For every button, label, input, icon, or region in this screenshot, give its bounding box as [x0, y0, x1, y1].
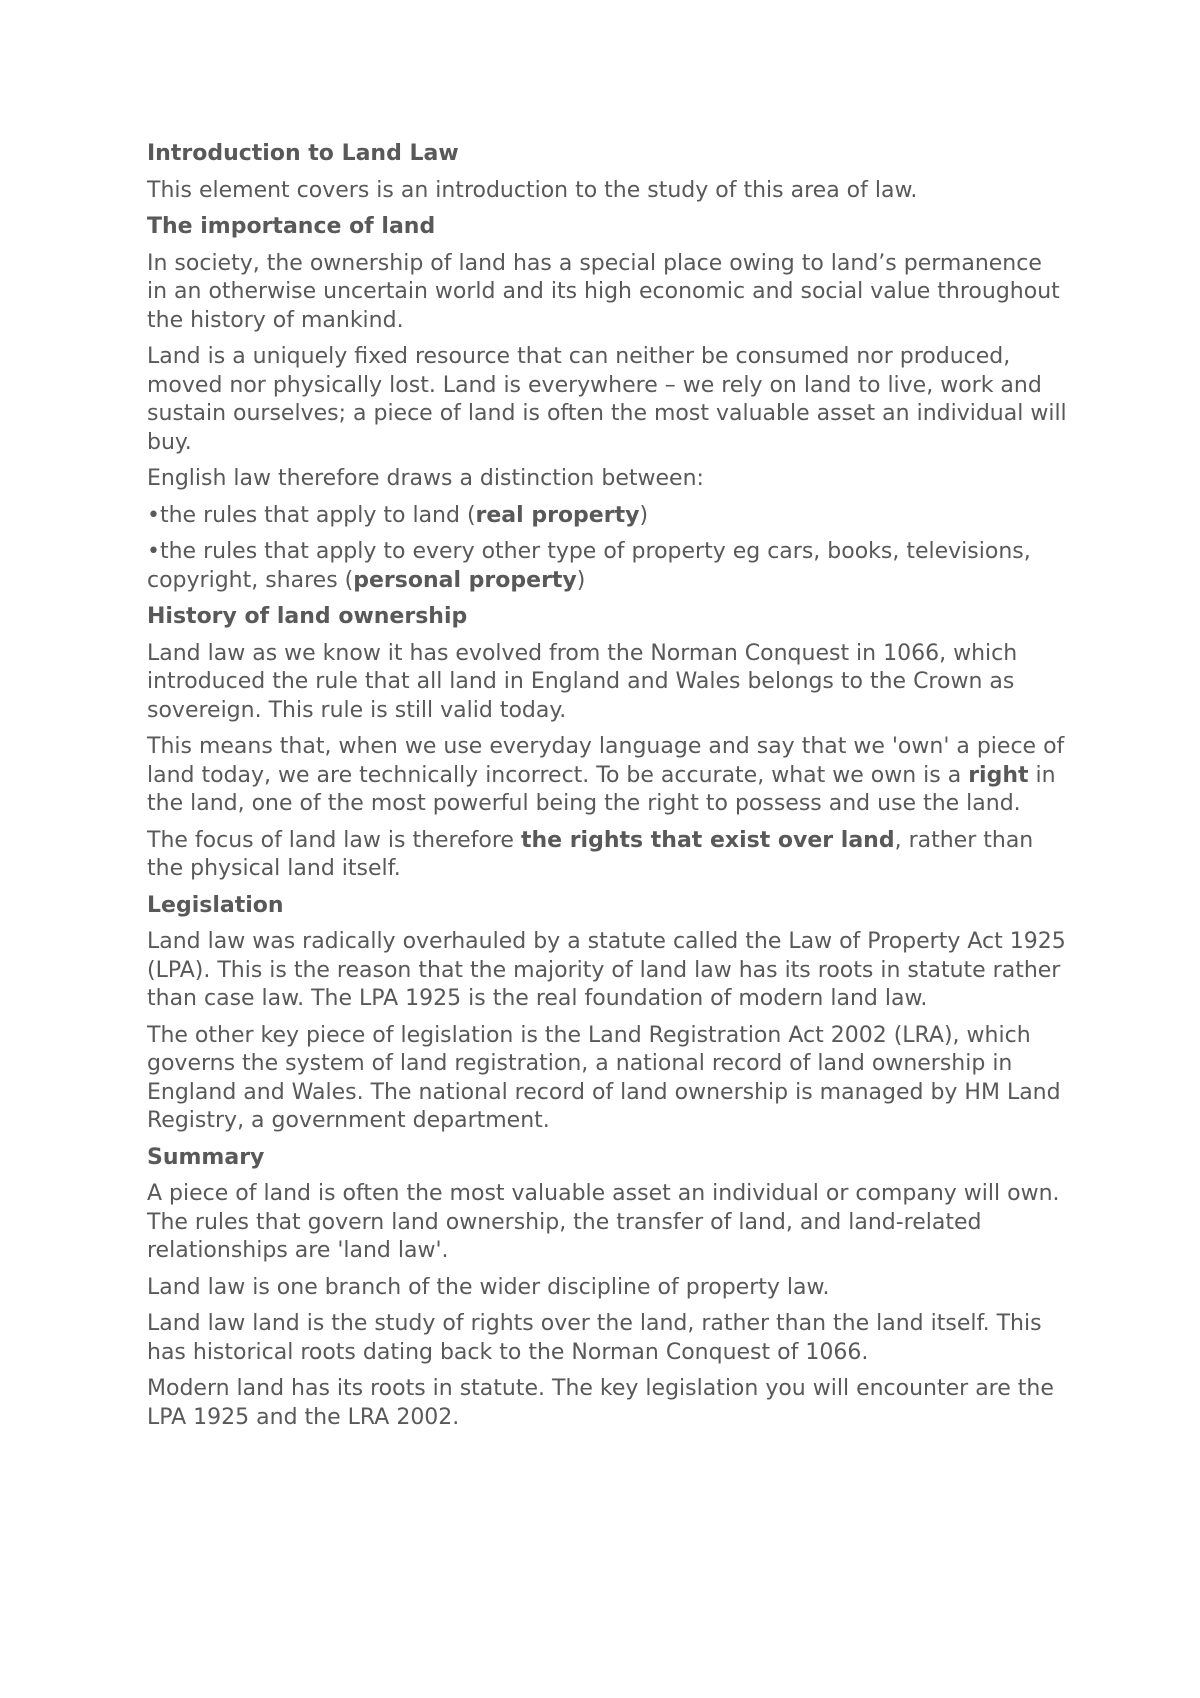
legislation-paragraph-1: Land law was radically overhauled by a statute called the Law of Property Act 1925 (LPA). This is the reason that the majority of land law has its roots in statute rather than case law. The LPA 1925 is the real foundation of modern land law.	[147, 929, 1066, 1011]
document-title: Introduction to Land Law	[147, 141, 459, 166]
section-heading-summary: Summary	[147, 1144, 265, 1170]
section-heading-legislation: Legislation	[147, 892, 284, 918]
bullet-personal-property	[147, 538, 1067, 595]
summary-paragraph-1: A piece of land is often the most valuable asset an individual or company will own. The rules that govern land ownership, the transfer of land, and land-related relationships are 'land law'.	[147, 1181, 1060, 1263]
summary-paragraph-3: Land law land is the study of rights over the land, rather than the land itself. This has historical roots dating back to the Norman Conquest of 1066.	[147, 1311, 1042, 1365]
section-heading-history: History of land ownership	[147, 604, 468, 629]
paragraph-text: in the land, one of the most powerful being the right to possess and use the land.	[147, 762, 1056, 816]
bullet-text: )	[576, 567, 586, 593]
document-page	[147, 140, 1067, 1440]
bold-term: the rights that exist over land	[520, 827, 895, 853]
history-paragraph-3	[147, 827, 1067, 884]
bullet-real-property	[147, 502, 1067, 531]
importance-paragraph-2: Land is a uniquely fixed resource that can neither be consumed nor produced, moved nor physically lost. Land is everywhere – we rely on land to live, work and sustain ourselves; a piece of land is often the most valuable asset an individual will buy.	[147, 344, 1067, 455]
legislation-paragraph-2: The other key piece of legislation is the Land Registration Act 2002 (LRA), which governs the system of land registration, a national record of land ownership in England and Wales. The national record of land ownership is managed by HM Land Registry, a government department.	[147, 1022, 1061, 1133]
history-paragraph-1: Land law as we know it has evolved from the Norman Conquest in 1066, which introduced the rule that all land in England and Wales belongs to the Crown as sovereign. This rule is still valid today.	[147, 640, 1018, 723]
bold-term: real property	[475, 502, 640, 528]
section-heading-importance: The importance of land	[147, 214, 436, 239]
paragraph-text: , rather than the physical land itself.	[147, 827, 1034, 881]
summary-paragraph-2: Land law is one branch of the wider discipline of property law.	[147, 1274, 830, 1300]
bullet-text: •the rules that apply to every other type of property eg cars, books, televisions, copyright, shares (	[147, 539, 1031, 593]
paragraph-text: This means that, when we use everyday language and say that we 'own' a piece of land today, we are technically incorrect. To be accurate, what we own is a	[147, 734, 1065, 788]
intro-paragraph: This element covers is an introduction to the study of this area of law.	[147, 177, 918, 203]
summary-paragraph-4: Modern land has its roots in statute. The key legislation you will encounter are the LPA 1925 and the LRA 2002.	[147, 1376, 1054, 1430]
bullet-text: •the rules that apply to land (	[147, 502, 476, 528]
bold-term: personal property	[353, 567, 577, 593]
paragraph-text: The focus of land law is therefore	[147, 827, 521, 853]
history-paragraph-2	[147, 733, 1067, 819]
importance-paragraph-1: In society, the ownership of land has a special place owing to land’s permanence in an otherwise uncertain world and its high economic and social value throughout the history of mankind.	[147, 250, 1060, 333]
bold-term: right	[968, 762, 1029, 788]
bullet-text: )	[639, 502, 649, 528]
importance-paragraph-3: English law therefore draws a distinction between:	[147, 466, 704, 491]
